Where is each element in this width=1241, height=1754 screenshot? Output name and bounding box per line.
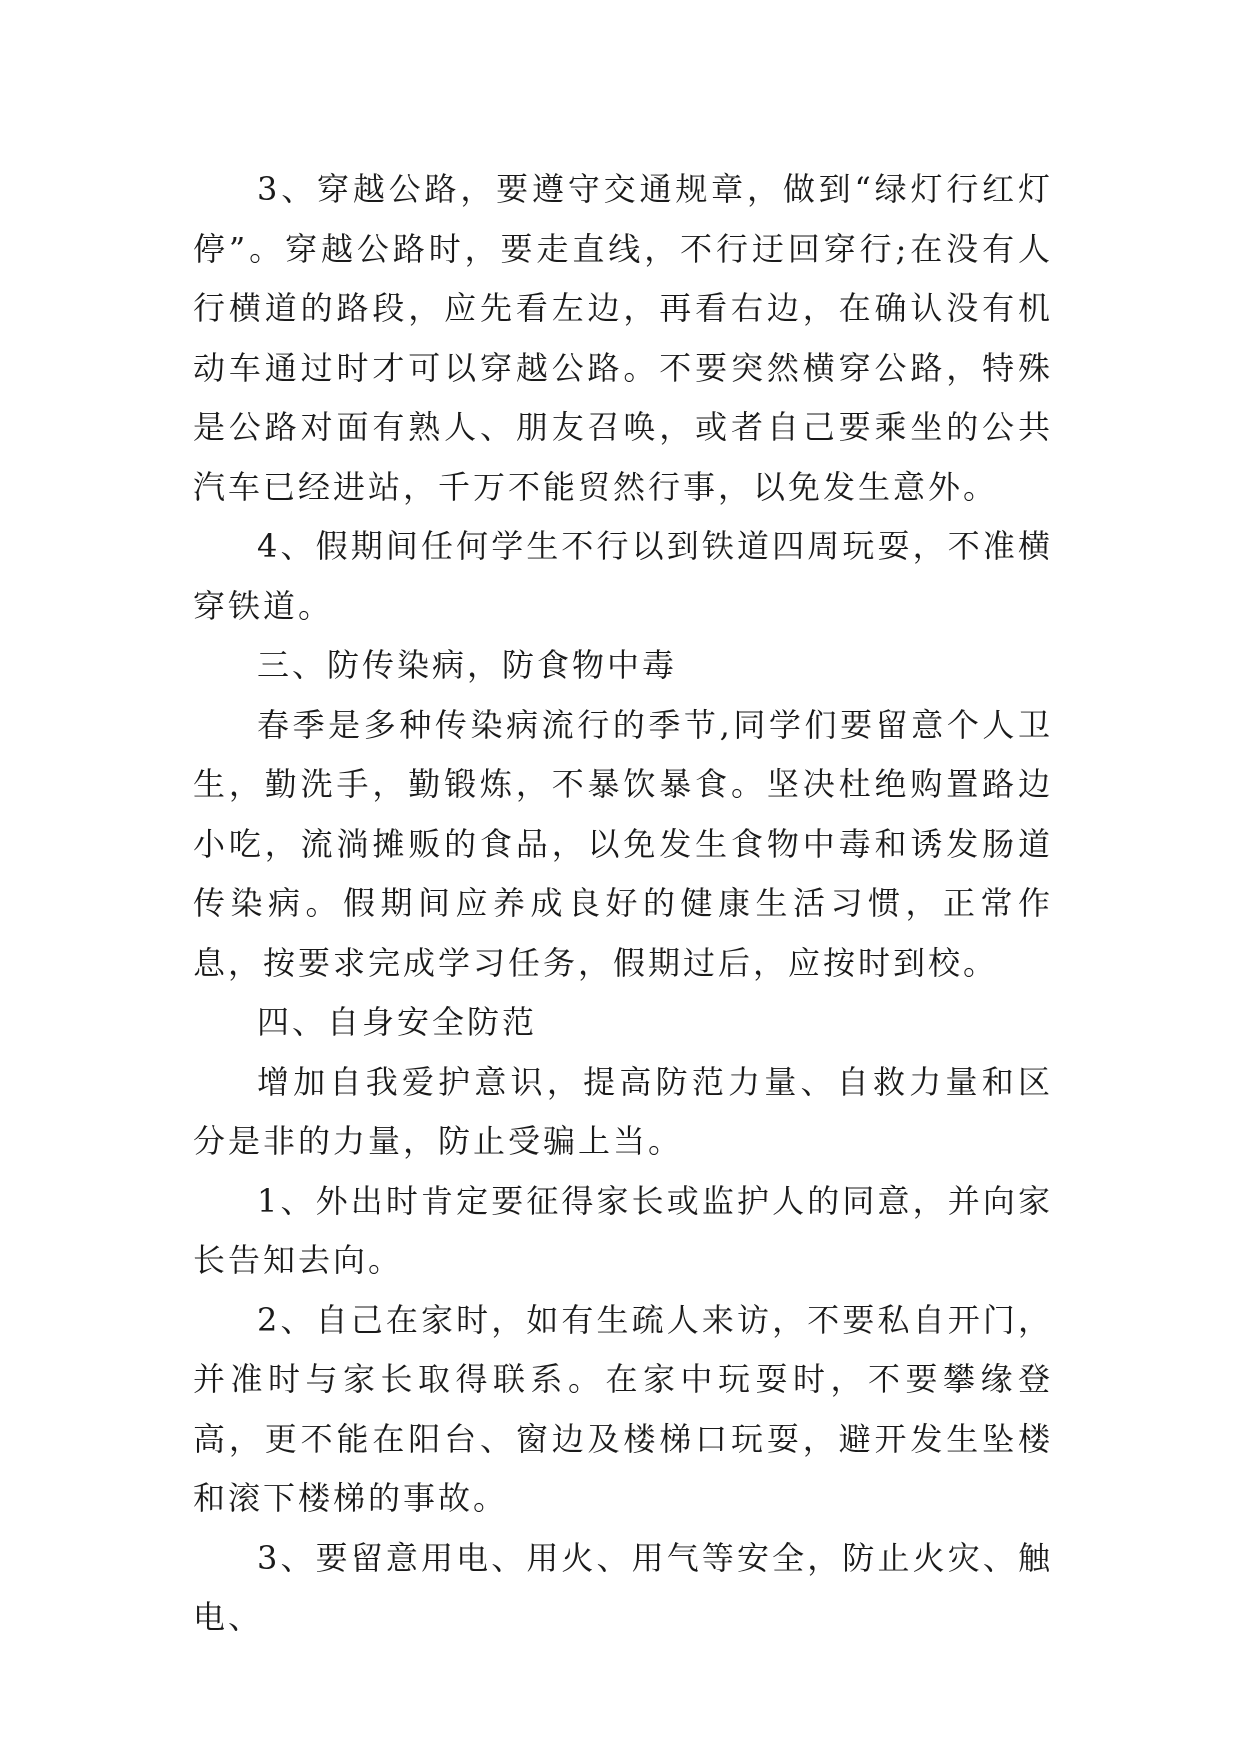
paragraph-spring-hygiene: 春季是多种传染病流行的季节,同学们要留意个人卫生，勤洗手，勤锻炼，不暴饮暴食。坚决杜绝购置路边小吃，流淌摊贩的食品，以免发生食物中毒和诱发肠道传染病。假期间应养成良好的健康生活习惯，正常作息，按要求完成学习任务，假期过后，应按时到校。 [193, 705, 1053, 982]
paragraph-railway: 4、假期间任何学生不行以到铁道四周玩耍，不准横穿铁道。 [193, 527, 1053, 625]
paragraph-self-protection: 增加自我爱护意识，提高防范力量、自救力量和区分是非的力量，防止受骗上当。 [193, 1062, 1053, 1160]
section-heading-self-safety: 四、自身安全防范 [257, 1003, 538, 1041]
paragraph-going-out: 1、外出时肯定要征得家长或监护人的同意，并向家长告知去向。 [193, 1181, 1053, 1279]
section-heading-disease-food: 三、防传染病，防食物中毒 [257, 646, 678, 684]
document-body [193, 160, 1053, 1648]
paragraph-crossing-road: 3、穿越公路，要遵守交通规章，做到“绿灯行红灯停”。穿越公路时，要走直线，不行迂回穿行;在没有人行横道的路段，应先看左边，再看右边，在确认没有机动车通过时才可以穿越公路。不要突然横穿公路，特殊是公路对面有熟人、朋友召唤，或者自己要乘坐的公共汽车已经进站，千万不能贸然行事，以免发生意外。 [193, 170, 1053, 506]
paragraph-home-alone: 2、自己在家时，如有生疏人来访，不要私自开门，并准时与家长取得联系。在家中玩耍时，不要攀缘登高，更不能在阳台、窗边及楼梯口玩耍，避开发生坠楼和滚下楼梯的事故。 [193, 1300, 1053, 1517]
paragraph-electricity-fire: 3、要留意用电、用火、用气等安全，防止火灾、触电、 [193, 1538, 1053, 1636]
